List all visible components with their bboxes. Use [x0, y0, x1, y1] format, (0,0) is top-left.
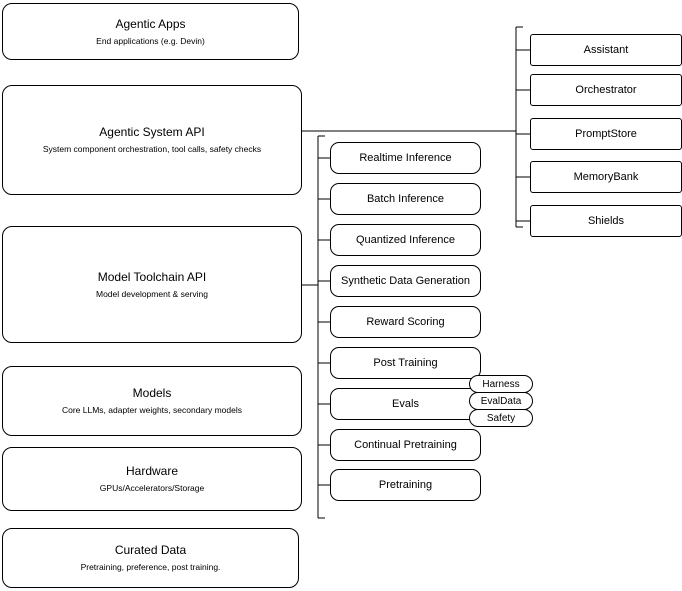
toolchain-component-batch-inference[interactable] [330, 183, 481, 215]
node-label: EvalData [480, 395, 522, 407]
stack-layer-subtitle: Model development & serving [96, 288, 208, 299]
eval-component-evaldata[interactable] [469, 392, 533, 410]
eval-component-safety[interactable] [469, 409, 533, 427]
stack-layer-subtitle: End applications (e.g. Devin) [96, 35, 205, 46]
agentic-component-orchestrator[interactable] [530, 74, 682, 106]
node-label: Batch Inference [366, 193, 445, 205]
stack-layer-curated-data[interactable] [2, 528, 299, 588]
stack-layer-title: Agentic System API [99, 125, 205, 139]
toolchain-component-pretraining[interactable] [330, 469, 481, 501]
toolchain-component-post-training[interactable] [330, 347, 481, 379]
stack-layer-subtitle: System component orchestration, tool calls, safety checks [42, 144, 262, 154]
node-label: MemoryBank [573, 171, 639, 183]
stack-layer-hardware[interactable] [2, 447, 302, 511]
node-label: PromptStore [575, 128, 637, 140]
stack-layer-title: Model Toolchain API [97, 269, 207, 284]
stack-layer-agentic-system-api[interactable] [2, 85, 302, 195]
stack-layer-models[interactable] [2, 366, 302, 436]
agentic-component-shields[interactable] [530, 205, 682, 237]
node-label: Shields [587, 215, 625, 227]
toolchain-component-evals[interactable] [330, 388, 481, 420]
node-label: Realtime Inference [359, 152, 452, 164]
agentic-component-promptstore[interactable] [530, 118, 682, 150]
node-label: Harness [482, 378, 520, 390]
stack-layer-title: Agentic Apps [115, 16, 186, 31]
stack-layer-agentic-apps[interactable] [2, 3, 299, 60]
stack-layer-title: Curated Data [114, 543, 187, 557]
node-label: Evals [392, 398, 419, 410]
stack-layer-subtitle: Core LLMs, adapter weights, secondary models [61, 405, 242, 415]
node-label: Reward Scoring [366, 316, 445, 328]
node-label: Post Training [373, 357, 438, 369]
node-label: Assistant [583, 44, 629, 56]
stack-layer-subtitle: Pretraining, preference, post training. [80, 562, 221, 572]
node-label: Orchestrator [575, 84, 637, 96]
stack-layer-subtitle: GPUs/Accelerators/Storage [99, 483, 205, 493]
node-label: Quantized Inference [355, 234, 456, 246]
node-label: Pretraining [378, 479, 433, 491]
eval-component-harness[interactable] [469, 375, 533, 393]
agentic-component-memorybank[interactable] [530, 161, 682, 193]
stack-layer-title: Hardware [125, 464, 179, 478]
node-label: Synthetic Data Generation [340, 275, 471, 287]
stack-layer-title: Models [132, 386, 172, 400]
toolchain-component-realtime-inference[interactable] [330, 142, 481, 174]
node-label: Safety [486, 412, 516, 424]
toolchain-component-quantized-inference[interactable] [330, 224, 481, 256]
toolchain-component-synthetic-data-generation[interactable] [330, 265, 481, 297]
toolchain-component-continual-pretraining[interactable] [330, 429, 481, 461]
node-label: Continual Pretraining [354, 439, 457, 451]
agentic-component-assistant[interactable] [530, 34, 682, 66]
toolchain-component-reward-scoring[interactable] [330, 306, 481, 338]
stack-layer-model-toolchain-api[interactable] [2, 226, 302, 343]
